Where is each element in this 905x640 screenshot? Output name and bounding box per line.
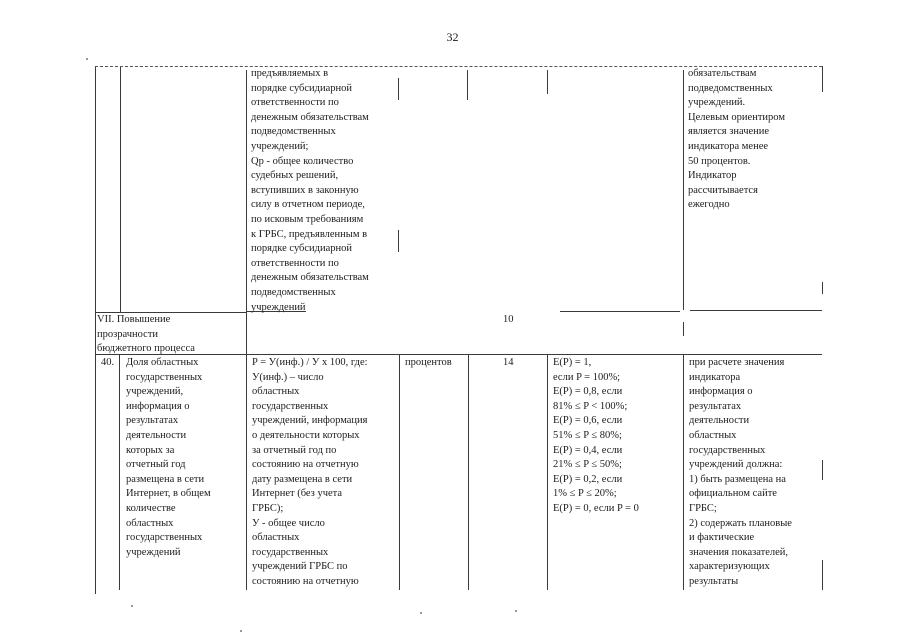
indicator-formula: P = У(инф.) / У x 100, где: У(инф.) – число областных государственных учреждений, информация о деятельности которых за отчетный год по состоянию на отчетную дату размещена в сети Интернет (без учета ГРБС); У - общее число областных государственных учреждений ГРБС по состоянию на отчетную [252, 357, 368, 587]
row-divider [560, 311, 680, 312]
column-divider [683, 322, 684, 336]
indicator-evaluation: E(P) = 1, если P = 100%; E(P) = 0,8, если 81% ≤ P < 100%; E(P) = 0,6, если 51% ≤ P ≤ 80%; E(P) = 0,4, если 21% ≤ P ≤ 50%; E(P) = 0,2, если 1% ≤ P ≤ 20%; E(P) = 0, если P = 0 [553, 357, 639, 514]
column-divider [120, 66, 121, 312]
section-title: VII. Повышение прозрачности бюджетного процесса [97, 314, 195, 355]
scan-speck [131, 605, 133, 607]
column-divider [468, 355, 469, 590]
column-divider [398, 230, 399, 252]
table-border-left [95, 66, 96, 594]
section-weight: 10 [503, 314, 514, 325]
page-number: 32 [446, 30, 459, 44]
formula-continuation-text: предъявляемых в порядке субсидиарной ответственности по денежным обязательствам подведомственных учреждений; Qр - общее количество судебных решений, вступивших в законную силу в отчетном периоде, по исковым требованиям к ГРБС, предъявленным в порядке субсидиарной ответственности по денежным обязательствам подведомственных учреждений [251, 68, 369, 313]
row-divider [690, 310, 822, 311]
indicator-weight: 14 [503, 357, 514, 368]
column-divider [547, 355, 548, 590]
table-border-right [822, 66, 823, 92]
column-divider [246, 70, 247, 590]
scan-speck [86, 58, 88, 60]
column-divider [399, 355, 400, 590]
indicator-comment: при расчете значения индикатора информация о результатах деятельности областных государственных учреждений должна: 1) быть размещена на официальном сайте ГРБС; 2) содержать плановые и фактические значения показателей, характеризующих результаты [689, 357, 792, 587]
scan-speck [420, 612, 422, 614]
column-divider [119, 355, 120, 590]
row-number: 40. [101, 357, 115, 368]
table-border-right [822, 560, 823, 590]
table-border-right [822, 282, 823, 294]
indicator-name: Доля областных государственных учреждений, информация о результатах деятельности которых за отчетный год размещена в сети Интернет, в общем количестве областных государственных учреждений [126, 357, 211, 558]
scan-speck [240, 630, 242, 632]
comment-continuation-text: обязательствам подведомственных учреждений. Целевым ориентиром является значение индикатора менее 50 процентов. Индикатор рассчитывается ежегодно [688, 68, 785, 211]
column-divider [683, 70, 684, 310]
scan-speck [515, 610, 517, 612]
indicator-unit: процентов [405, 357, 452, 368]
column-divider [683, 355, 684, 590]
table-border-right [822, 460, 823, 480]
column-divider [467, 70, 468, 100]
column-divider [547, 70, 548, 94]
column-divider [398, 78, 399, 100]
